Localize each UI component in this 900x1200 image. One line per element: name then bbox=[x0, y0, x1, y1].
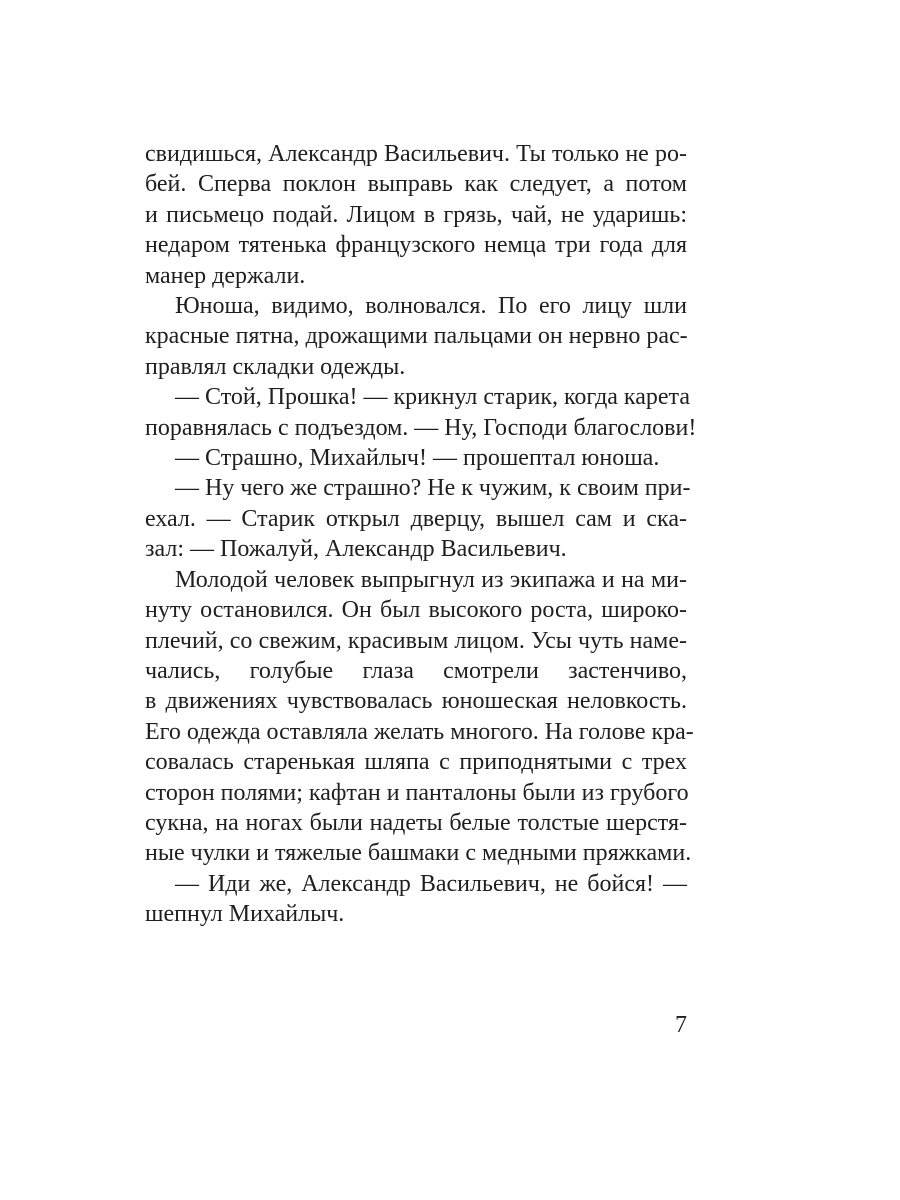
page-number: 7 bbox=[675, 1012, 687, 1038]
text-line: — Страшно, Михайлыч! — прошептал юноша. bbox=[175, 445, 660, 472]
paragraph bbox=[145, 565, 694, 869]
text-line: сукна, на ногах были надеты белые толстые шерстя- bbox=[145, 809, 687, 836]
text-line: и письмецо подай. Лицом в грязь, чай, не ударишь: bbox=[145, 201, 687, 228]
paragraph bbox=[145, 291, 687, 382]
text-line: свидишься, Александр Васильевич. Ты только не ро- bbox=[145, 141, 687, 167]
paragraph bbox=[145, 869, 687, 930]
text-line: ные чулки и тяжелые башмаки с медными пряжками. bbox=[145, 840, 692, 867]
paragraph bbox=[145, 139, 687, 291]
text-line: чались, голубые глаза смотрели застенчиво, bbox=[145, 657, 687, 684]
text-line: бей. Сперва поклон выправь как следует, а потом bbox=[145, 171, 687, 198]
text-line: — Ну чего же страшно? Не к чужим, к своим при- bbox=[175, 475, 691, 502]
text-line: правлял складки одежды. bbox=[145, 353, 406, 380]
body-text bbox=[145, 139, 697, 930]
text-line: шепнул Михайлыч. bbox=[145, 901, 345, 928]
paragraph bbox=[145, 443, 687, 473]
text-line: совалась старенькая шляпа с приподнятыми с трех bbox=[145, 749, 687, 776]
text-line: плечий, со свежим, красивым лицом. Усы чуть наме- bbox=[145, 627, 687, 654]
text-line: ехал. — Старик открыл дверцу, вышел сам и ска- bbox=[145, 505, 687, 532]
text-line: — Стой, Прошка! — крикнул старик, когда карета bbox=[175, 384, 690, 411]
text-line: нуту остановился. Он был высокого роста, широко- bbox=[145, 597, 687, 624]
paragraph bbox=[145, 473, 691, 564]
text-line: недаром тятенька французского немца три года для bbox=[145, 232, 687, 259]
paragraph bbox=[145, 382, 697, 443]
text-line: манер держали. bbox=[145, 262, 306, 289]
text-line: Юноша, видимо, волновался. По его лицу шли bbox=[175, 293, 687, 320]
text-line: в движениях чувствовалась юношеская неловкость. bbox=[145, 688, 687, 715]
text-line: поравнялась с подъездом. — Ну, Господи благослови! bbox=[145, 414, 697, 441]
text-line: зал: — Пожалуй, Александр Васильевич. bbox=[145, 536, 567, 563]
text-line: — Иди же, Александр Васильевич, не бойся! — bbox=[175, 870, 687, 897]
text-line: сторон полями; кафтан и панталоны были из грубого bbox=[145, 779, 689, 806]
text-line: Его одежда оставляла желать многого. На голове кра- bbox=[145, 718, 694, 745]
text-line: Молодой человек выпрыгнул из экипажа и на ми- bbox=[175, 566, 687, 593]
text-line: красные пятна, дрожащими пальцами он нервно рас- bbox=[145, 323, 688, 350]
